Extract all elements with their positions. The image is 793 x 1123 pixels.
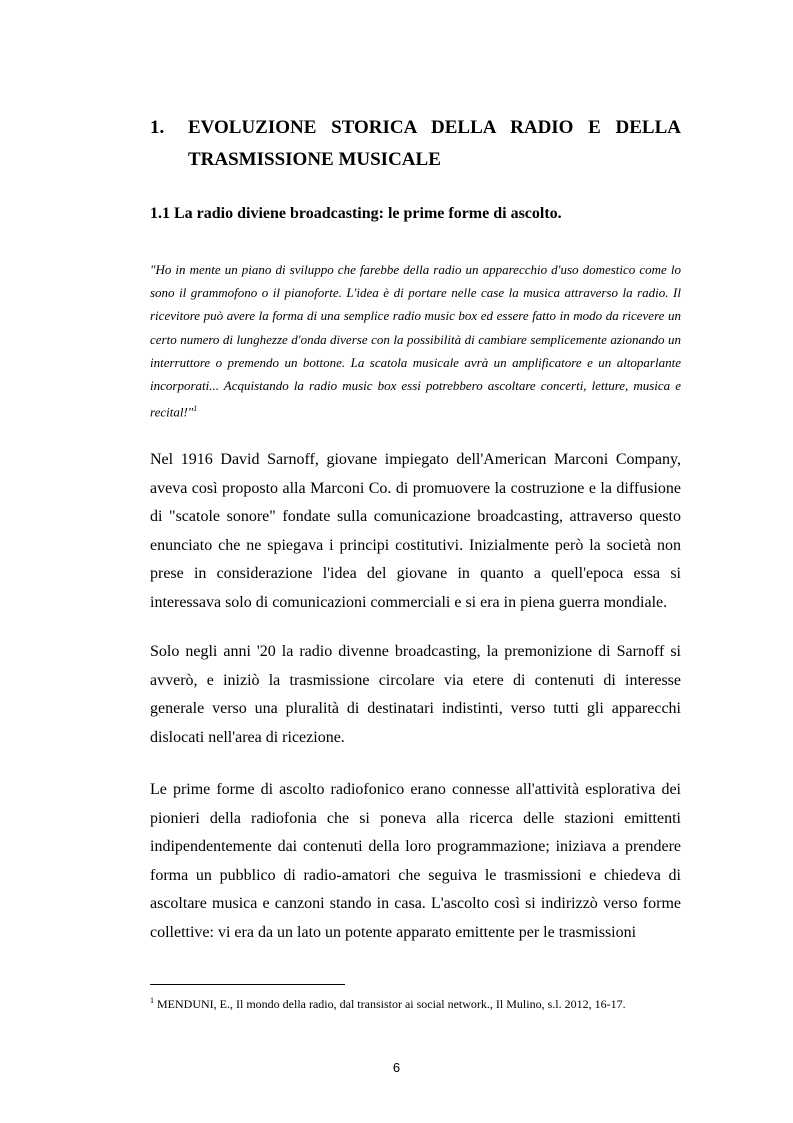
chapter-title-line-2: TRASMISSIONE MUSICALE [188, 149, 441, 170]
footnote [150, 993, 690, 1012]
chapter-title-line-1: EVOLUZIONE STORICA DELLA RADIO E DELLA [188, 117, 681, 138]
chapter-number: 1. [150, 117, 165, 138]
page-number: 6 [392, 1060, 401, 1075]
quote-text: "Ho in mente un piano di sviluppo che farebbe della radio un apparecchio d'uso domestico come lo sono il grammofono o il pianoforte. L'idea è di portare nelle case la musica attraverso la radio. Il ricevitore può avere la forma di una semplice radio music box ed essere fatto in modo da ricevere un certo numero di lunghezze d'onda diverse con la possibilità di cambiare semplicemente azionando un interruttore o premendo un bottone. La scatola musicale avrà un amplificatore e un altoparlante incorporati... Acquistando la radio music box essi potrebbero ascoltare concerti, letture, musica e recital!" [150, 262, 681, 420]
footnote-separator [150, 984, 345, 985]
paragraph-3: Le prime forme di ascolto radiofonico erano connesse all'attività esplorativa dei pionieri della radiofonia che si poneva alla ricerca delle stazioni emittenti indipendentemente dai contenuti della loro programmazione; iniziava a prendere forma un pubblico di radio-amatori che seguiva le trasmissioni e chiedeva di ascoltare musica e canzoni stando in casa. L'ascolto così si indirizzò verso forme collettive: vi era da un lato un potente apparato emittente per le trasmissioni [150, 781, 681, 941]
paragraph-2: Solo negli anni '20 la radio divenne broadcasting, la premonizione di Sarnoff si avverò, e iniziò la trasmissione circolare via etere di contenuti di interesse generale verso una pluralità di destinatari indistinti, verso tutti gli apparecchi dislocati nell'area di ricezione. [150, 643, 681, 746]
footnote-marker: 1 [150, 996, 154, 1005]
block-quote [150, 258, 681, 424]
footnote-reference: 1 [193, 404, 198, 414]
section-heading: 1.1 La radio diviene broadcasting: le prime forme di ascolto. [150, 205, 562, 222]
paragraph-1: Nel 1916 David Sarnoff, giovane impiegato dell'American Marconi Company, aveva così proposto alla Marconi Co. di promuovere la costruzione e la diffusione di "scatole sonore" fondate sulla comunicazione broadcasting, attraverso questo enunciato che ne spiegava i principi costitutivi. Inizialmente però la società non prese in considerazione l'idea del giovane in quanto a quell'epoca essa si interessava solo di comunicazioni commerciali e si era in piena guerra mondiale. [150, 451, 681, 611]
footnote-text: MENDUNI, E., Il mondo della radio, dal transistor ai social network., Il Mulino, s.l. 2012, 16-17. [154, 997, 626, 1011]
